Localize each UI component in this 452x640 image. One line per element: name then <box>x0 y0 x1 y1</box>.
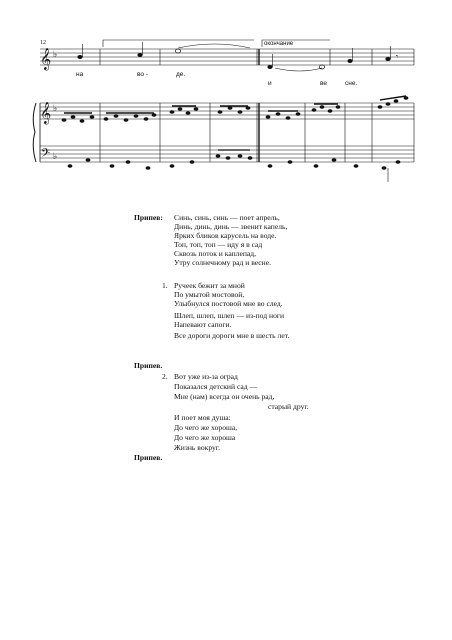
verse-line: Мне (нам) всегда он очень рад, <box>174 392 275 401</box>
verse-line: Вот уже из-за оград <box>174 372 238 381</box>
verse-number: 1. <box>162 281 168 290</box>
verse-line: старый друг. <box>268 402 309 411</box>
verse-line: Шлеп, шлеп, шлеп — из-под ноги <box>174 311 285 320</box>
lyric-syllable: сне. <box>345 80 358 87</box>
verse-line: До чего же хороша <box>174 433 236 442</box>
svg-text:𝄾: 𝄾 <box>396 52 399 61</box>
refrain-line: Ярких бликов карусель на воде. <box>174 231 277 240</box>
refrain-reference: Припев. <box>134 453 163 462</box>
lyric-syllable: де. <box>176 71 186 78</box>
verse-line: Напевают сапоги. <box>174 320 232 329</box>
verse-line: Улыбнулся постовой мне во след. <box>174 299 283 308</box>
verse-line: До чего же хороша, <box>174 423 238 432</box>
lyric-syllable: во - <box>137 71 148 78</box>
verse-line: Жизнь вокруг. <box>174 443 220 452</box>
volta-label: окончание <box>264 41 294 47</box>
measure-number: 12 <box>40 40 46 46</box>
lyric-syllable: и <box>268 80 272 87</box>
refrain-line: Динь, динь, динь — звенит капель, <box>174 222 288 231</box>
lyric-syllable: на <box>76 71 84 78</box>
refrain-line: Сквозь поток и каплепад, <box>174 249 257 258</box>
refrain-line: Утру солнечному рад и весне. <box>174 258 272 267</box>
verse-line: По умытой мостовой, <box>174 290 245 299</box>
piano-bass-notes <box>68 154 401 182</box>
treble-clef-icon: 𝄞 <box>40 48 52 70</box>
refrain-line: Синь, синь, синь — поет апрель, <box>174 213 280 222</box>
refrain-line: Топ, топ, топ — иду я в сад <box>174 240 263 249</box>
verse-line: Показался детский сад — <box>174 382 258 391</box>
lyric-syllable: ве <box>320 80 327 87</box>
refrain-reference: Припев. <box>134 361 163 370</box>
treble-clef-icon: 𝄞 <box>40 102 52 124</box>
vocal-staff <box>40 49 414 65</box>
verse-line: И поет моя душа: <box>174 413 231 422</box>
verse-line: Ручеек бежит за мной <box>174 281 245 290</box>
svg-text:♭: ♭ <box>53 50 58 60</box>
bass-clef-icon: 𝄢 <box>41 147 51 163</box>
svg-text:♭: ♭ <box>53 104 58 114</box>
music-score <box>0 0 452 200</box>
refrain-label: Припев: <box>134 213 163 222</box>
verse-line: Все дороги дороги мне в шесть лет. <box>174 331 290 340</box>
verse-number: 2. <box>162 372 168 381</box>
svg-text:♭: ♭ <box>53 152 58 162</box>
